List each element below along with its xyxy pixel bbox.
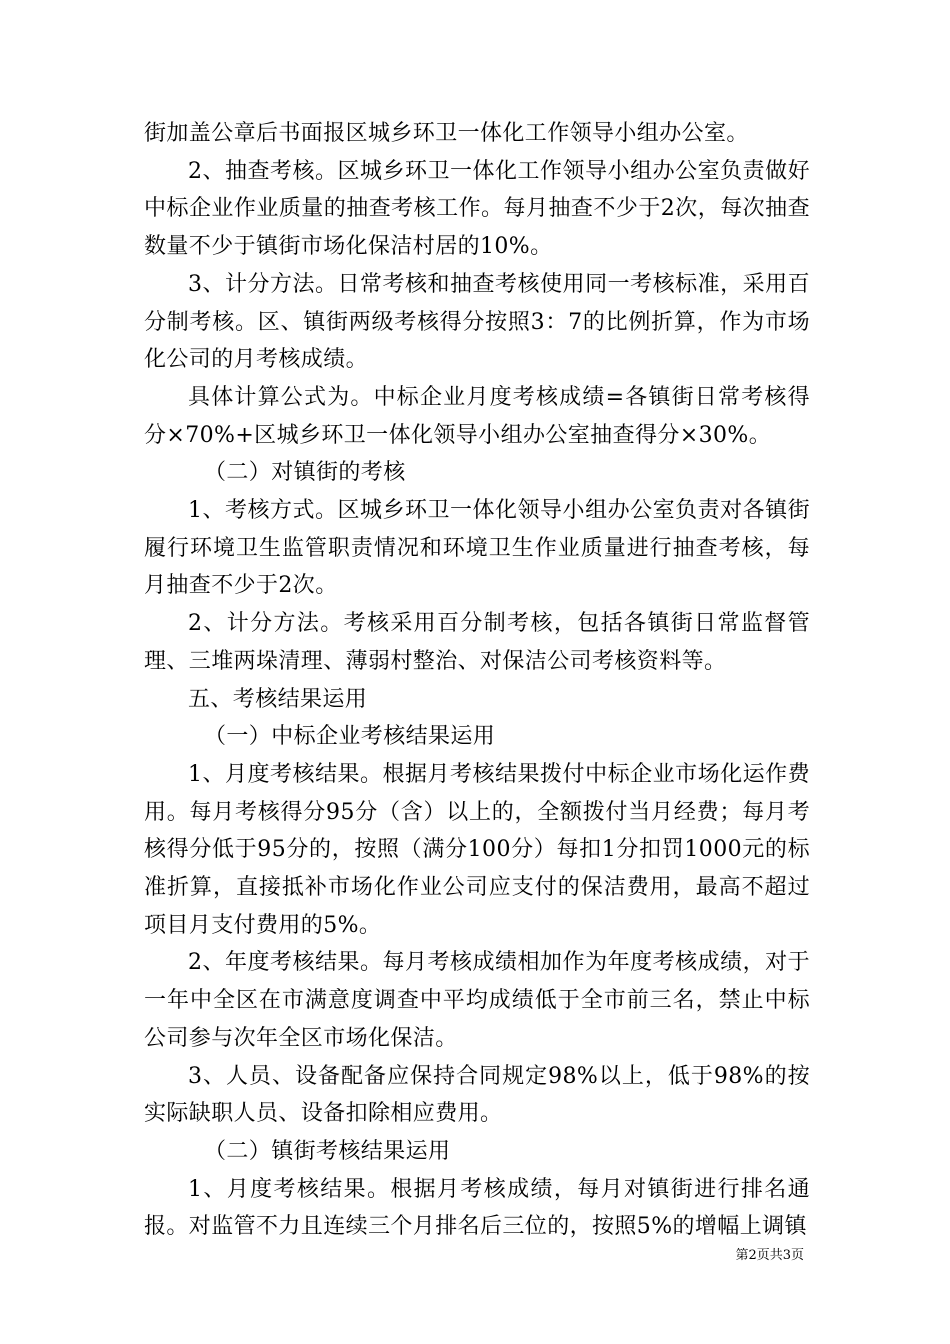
- paragraph-1: 街加盖公章后书面报区城乡环卫一体化工作领导小组办公室。: [144, 121, 749, 146]
- section-heading-town-results: （二）镇街考核结果运用: [204, 1138, 451, 1164]
- paragraph-4: 具体计算公式为。中标企业月度考核成绩=各镇街日常考核得分×70%+区城乡环卫一体化领导小组办公室抽查得分×30%。: [144, 384, 810, 448]
- paragraph-12: 3、人员、设备配备应保持合同规定98%以上，低于98%的按实际缺职人员、设备扣除相应费用。: [144, 1063, 810, 1127]
- paragraph-11: 2、年度考核结果。每月考核成绩相加作为年度考核成绩，对于一年中全区在市满意度调查中平均成绩低于全市前三名，禁止中标公司参与次年全区市场化保洁。: [144, 950, 810, 1051]
- paragraph-7: 2、计分方法。考核采用百分制考核，包括各镇街日常监督管理、三堆两垛清理、薄弱村整治、对保洁公司考核资料等。: [144, 611, 810, 674]
- document-body: [144, 115, 810, 1246]
- paragraph-14: 1、月度考核结果。根据月考核成绩，每月对镇街进行排名通报。对监管不力且连续三个月排名后三位的，按照5%的增幅上调镇: [144, 1176, 810, 1240]
- section-heading-results-use: 五、考核结果运用: [188, 686, 368, 712]
- paragraph-10: 1、月度考核结果。根据月考核结果拨付中标企业市场化运作费用。每月考核得分95分（含）以上的，全额拨付当月经费；每月考核得分低于95分的，按照（满分100分）每扣1分扣罚1000元的标准折算，直接抵补市场化作业公司应支付的保洁费用，最高不超过项目月支付费用的5%。: [144, 761, 810, 938]
- section-heading-bidder-results: （一）中标企业考核结果运用: [204, 724, 496, 750]
- section-heading-town-assessment: （二）对镇街的考核: [204, 460, 406, 486]
- page-number: 第2页共3页: [735, 1248, 804, 1263]
- paragraph-3: 3、计分方法。日常考核和抽查考核使用同一考核标准，采用百分制考核。区、镇街两级考核得分按照3：7的比例折算，作为市场化公司的月考核成绩。: [144, 271, 810, 373]
- paragraph-6: 1、考核方式。区城乡环卫一体化领导小组办公室负责对各镇街履行环境卫生监管职责情况和环境卫生作业质量进行抽查考核，每月抽查不少于2次。: [144, 498, 810, 599]
- paragraph-2: 2、抽查考核。区城乡环卫一体化工作领导小组办公室负责做好中标企业作业质量的抽查考核工作。每月抽查不少于2次，每次抽查数量不少于镇街市场化保洁村居的10%。: [144, 158, 810, 260]
